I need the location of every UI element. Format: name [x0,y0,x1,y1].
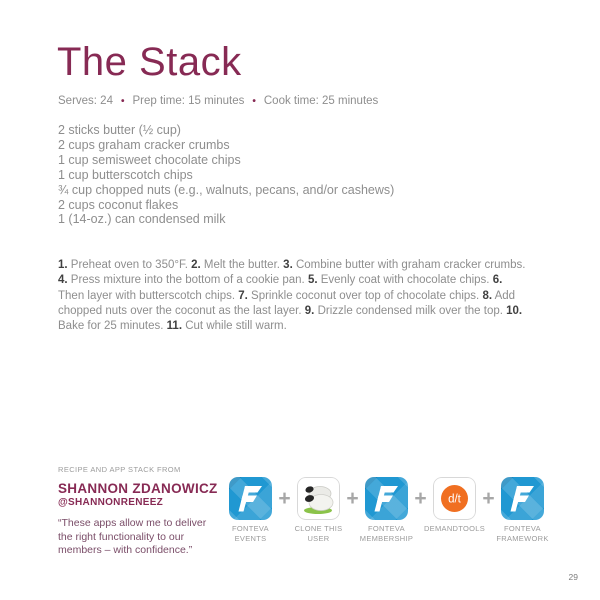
instructions-text: 1. Preheat oven to 350°F. 2. Melt the butter. 3. Combine butter with graham cracker crumbs. 4. Press mixture into the bottom of a cookie pan. 5. Evenly coat with chocolate chips. 6. Then layer with butterscotch chips. 7. Sprinkle coconut over top of chocolate chips. 8. Add chopped nuts over the coconut as the last layer. 9. Drizzle condensed milk over the top. 10. Bake for 25 minutes. 11. Cut while still warm. [58,259,526,333]
app-item-demandtools [423,477,486,533]
app-item-clone-this-user [294,477,343,543]
ingredient-item: 1 (14-oz.) can condensed milk [58,212,226,227]
step-number: 8. [482,289,493,302]
step-number: 6. [492,274,503,287]
page-number: 29 [568,572,578,582]
app-label: FONTEVA FRAMEWORK [496,524,549,543]
demandtools-icon [433,477,476,520]
ingredient-item: 2 cups coconut flakes [58,197,179,212]
bullet-separator: • [252,96,256,107]
contributor-block [58,465,220,558]
app-label: FONTEVA EVENTS [232,524,269,543]
ingredient-item: 2 sticks butter (½ cup) [58,123,181,137]
contributor-handle: @SHANNONRENEEZ [58,497,164,508]
sheep-icon [297,477,340,520]
app-item-fonteva-membership [359,477,414,543]
step-number: 2. [191,259,201,271]
app-item-fonteva-framework [496,477,549,543]
step-number: 3. [283,259,293,271]
ingredient-item: 2 cups graham cracker crumbs [58,137,230,152]
contributor-name: SHANNON ZDANOWICZ [58,481,218,496]
app-stack-row [229,477,549,543]
app-label: DEMANDTOOLS [423,524,486,533]
cook-time-text: Cook time: 25 minutes [263,95,379,107]
step-number: 11. [166,320,183,333]
ingredient-item: 1 cup semisweet chocolate chips [58,152,241,167]
app-label: FONTEVA MEMBERSHIP [359,524,414,543]
recipe-meta [58,95,378,107]
step-number: 10. [506,304,523,317]
ingredient-item: 1 cup butterscotch chips [58,167,193,182]
prep-time-text: Prep time: 15 minutes [132,95,245,107]
fonteva-icon [501,477,544,520]
step-number: 9. [304,304,315,317]
step-number: 7. [238,289,248,302]
bullet-separator: • [120,96,125,107]
page-title: The Stack [57,40,242,84]
ingredient-item: ¾ cup chopped nuts (e.g., walnuts, pecans, and/or cashews) [58,182,395,197]
serves-text: Serves: 24 [58,95,113,107]
svg-text:d/t: d/t [448,493,461,506]
plus-separator: + [414,487,427,510]
ingredients-list [58,123,394,227]
plus-separator: + [346,487,359,510]
step-number: 1. [58,259,68,271]
step-number: 4. [58,274,68,287]
app-item-fonteva-events [229,477,272,543]
contributor-quote: “These apps allow me to deliver the right functionality to our members – with confidence.” [58,517,207,556]
plus-separator: + [482,487,495,510]
fonteva-icon [365,477,408,520]
contributor-kicker: RECIPE AND APP STACK FROM [58,465,181,474]
plus-separator: + [278,487,291,510]
fonteva-icon [229,477,272,520]
app-label: CLONE THIS USER [294,524,343,543]
step-number: 5. [307,274,318,287]
